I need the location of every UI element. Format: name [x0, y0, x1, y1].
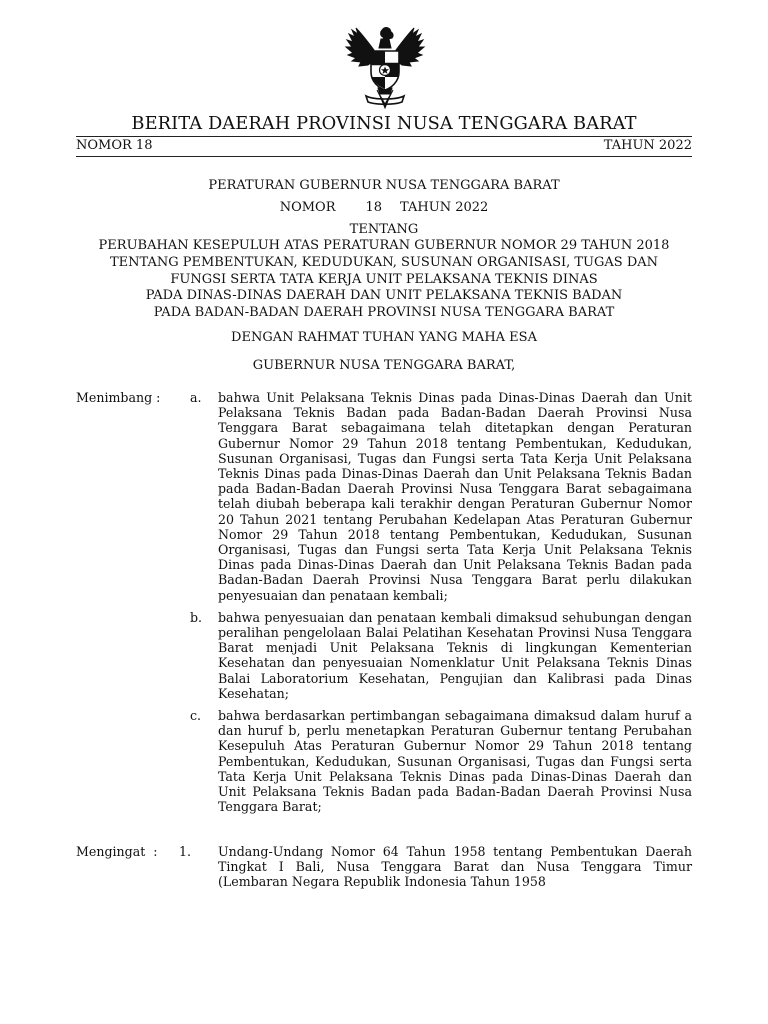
list-item — [76, 610, 692, 701]
subject-line: FUNGSI SERTA TATA KERJA UNIT PELAKSANA TEKNIS DINAS — [170, 271, 598, 287]
list-item — [76, 844, 692, 890]
item-text: bahwa penyesuaian dan penataan kembali dimaksud sehubungan dengan peralihan pengelolaan Balai Pelatihan Kesehatan Provinsi Nusa Tenggara Barat menjadi Unit Pelaksana Teknis di lingkungan Kementerian Kesehatan dan penyesuaian Nomenklatur Unit Pelaksana Teknis Dinas Balai Laboratorium Kesehatan, Pengujian dan Kalibrasi pada Dinas Kesehatan; — [218, 609, 692, 701]
gazette-number-line — [76, 138, 692, 153]
item-text: bahwa berdasarkan pertimbangan sebagaimana dimaksud dalam huruf a dan huruf b, perlu menetapkan Peraturan Gubernur tentang Perubahan Kesepuluh Atas Peraturan Gubernur Nomor 29 Tahun 2018 tentang Pembentukan, Kedudukan, Susunan Organisasi, Tugas dan Fungsi serta Tata Kerja Unit Pelaksana Teknis Dinas pada Dinas-Dinas Daerah dan Unit Pelaksana Teknis Badan pada Badan-Badan Daerah Provinsi Nusa Tenggara Barat; — [218, 708, 692, 815]
regulation-tahun: TAHUN 2022 — [400, 200, 489, 215]
governor-title: GUBERNUR NUSA TENGGARA BARAT, — [252, 358, 516, 373]
list-item — [76, 390, 692, 603]
regulation-number-row — [76, 200, 692, 215]
item-letter: b. — [190, 609, 203, 625]
regulation-tentang: TENTANG — [349, 222, 419, 237]
garuda-pancasila-icon — [344, 24, 426, 114]
subject-line: PERUBAHAN KESEPULUH ATAS PERATURAN GUBERNUR NOMOR 29 TAHUN 2018 — [98, 238, 670, 253]
item-text: Undang-Undang Nomor 64 Tahun 1958 tentang Pembentukan Daerah Tingkat I Bali, Nusa Tenggara Barat dan Nusa Tenggara Timur (Lembaran Negara Republik Indonesia Tahun 1958 — [218, 844, 692, 890]
menimbang-section — [76, 390, 692, 821]
gazette-title: BERITA DAERAH PROVINSI NUSA TENGGARA BARAT — [131, 113, 637, 134]
regulation-nomor-label: NOMOR — [279, 200, 336, 215]
header-rule-top — [76, 136, 692, 137]
item-letter: c. — [190, 708, 202, 724]
header-rule-bottom — [76, 156, 692, 157]
menimbang-label: Menimbang : — [76, 390, 161, 405]
invocation: DENGAN RAHMAT TUHAN YANG MAHA ESA — [231, 330, 537, 345]
list-item — [76, 708, 692, 814]
regulation-nomor-value: 18 — [365, 200, 383, 215]
regulation-subject — [76, 238, 692, 322]
regulation-heading: PERATURAN GUBERNUR NUSA TENGGARA BARAT — [208, 178, 560, 193]
item-number: 1. — [179, 844, 192, 859]
item-letter: a. — [190, 390, 202, 405]
subject-line: TENTANG PEMBENTUKAN, KEDUDUKAN, SUSUNAN ORGANISASI, TUGAS DAN — [109, 254, 659, 270]
mengingat-section — [76, 844, 692, 897]
mengingat-label: Mengingat : — [76, 844, 158, 859]
subject-line: PADA DINAS-DINAS DAERAH DAN UNIT PELAKSANA TEKNIS BADAN — [145, 288, 623, 304]
item-text: bahwa Unit Pelaksana Teknis Dinas pada Dinas-Dinas Daerah dan Unit Pelaksana Teknis Badan pada Badan-Badan Daerah Provinsi Nusa Tenggara Barat sebagaimana telah ditetapkan dengan Peraturan Gubernur Nomor 29 Tahun 2018 tentang Pembentukan, Kedudukan, Susunan Organisasi, Tugas dan Fungsi serta Tata Kerja Unit Pelaksana Teknis Dinas pada Dinas-Dinas Daerah dan Unit Pelaksana Teknis Badan pada Badan-Badan Daerah Provinsi Nusa Tenggara Barat sebagaimana telah diubah beberapa kali terakhir dengan Peraturan Gubernur Nomor 20 Tahun 2021 tentang Perubahan Kedelapan Atas Peraturan Gubernur Nomor 29 Tahun 2018 tentang Pembentukan, Kedudukan, Susunan Organisasi, Tugas dan Fungsi serta Tata Kerja Unit Pelaksana Teknis Dinas pada Dinas-Dinas Daerah dan Unit Pelaksana Teknis Badan pada Badan-Badan Daerah Provinsi Nusa Tenggara Barat perlu dilakukan penyesuaian dan penataan kembali; — [218, 390, 692, 603]
subject-line: PADA BADAN-BADAN DAERAH PROVINSI NUSA TENGGARA BARAT — [153, 305, 615, 321]
gazette-number: NOMOR 18 — [76, 138, 153, 153]
gazette-year: TAHUN 2022 — [603, 138, 692, 153]
